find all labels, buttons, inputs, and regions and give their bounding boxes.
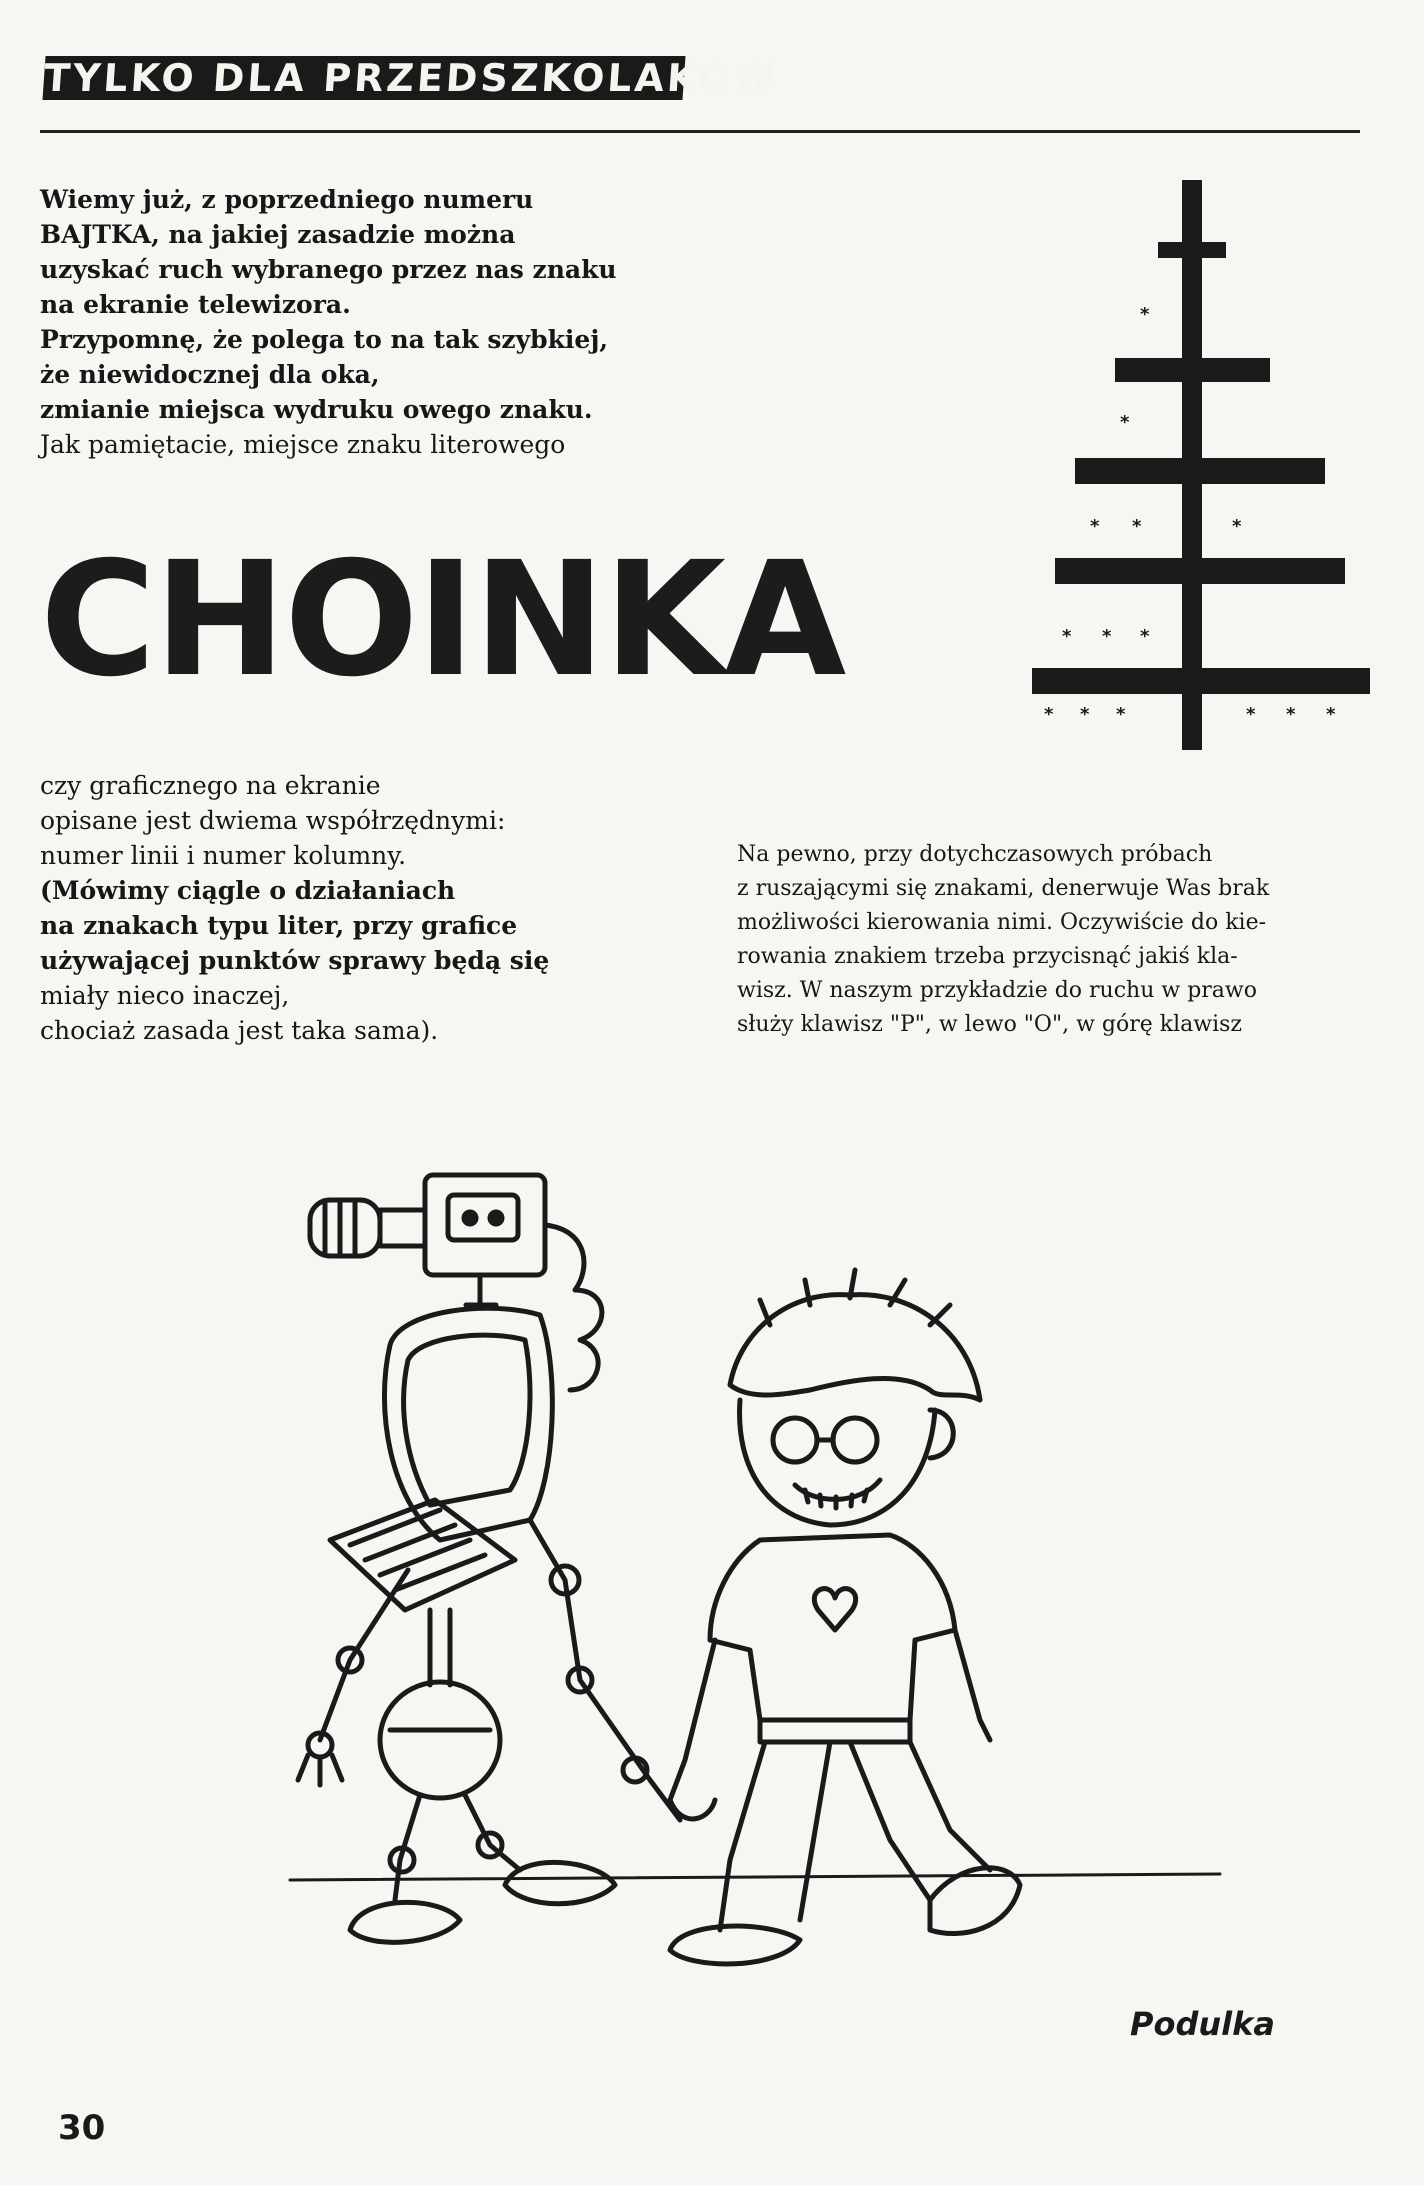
svg-text:*: * <box>1090 516 1100 537</box>
section-title: TYLKO DLA PRZEDSZKOLAKÓW <box>42 56 780 100</box>
heart-icon <box>814 1589 855 1630</box>
child-right-arm <box>955 1630 990 1740</box>
robot-hip <box>380 1682 500 1798</box>
controls-paragraph <box>737 838 1269 1042</box>
child-glasses <box>773 1418 817 1462</box>
artist-signature: Podulka <box>1130 2005 1275 2043</box>
tree-branch <box>1115 358 1270 382</box>
child-right-shoe <box>930 1868 1020 1934</box>
tree-branch <box>1075 458 1325 484</box>
svg-text:*: * <box>1080 704 1090 725</box>
page-number: 30 <box>58 2108 106 2148</box>
header-rule <box>40 130 1360 133</box>
text-line: Przypomnę, że polega to na tak szybkiej, <box>40 325 609 354</box>
coordinates-paragraph <box>40 768 549 1048</box>
text-line: używającej punktów sprawy będą się <box>40 946 550 975</box>
robot-left-foot <box>350 1902 460 1942</box>
robot-left-arm <box>320 1570 408 1740</box>
section-banner <box>42 56 780 100</box>
headline: CHOINKA <box>40 528 845 712</box>
text-line: Wiemy już, z poprzedniego numeru <box>40 185 534 214</box>
text-line: opisane jest dwiema współrzędnymi: <box>40 806 506 835</box>
svg-text:*: * <box>1140 626 1150 647</box>
svg-text:*: * <box>1044 704 1054 725</box>
svg-text:*: * <box>1132 516 1142 537</box>
text-line: Na pewno, przy dotychczasowych próbach <box>737 842 1213 867</box>
svg-text:*: * <box>1286 704 1296 725</box>
svg-text:*: * <box>1246 704 1256 725</box>
svg-text:*: * <box>1140 304 1150 325</box>
child-left-arm <box>670 1640 715 1819</box>
svg-text:*: * <box>1116 704 1126 725</box>
text-line: możliwości kierowania nimi. Oczywiście do kie- <box>737 910 1267 935</box>
text-line: miały nieco inaczej, <box>40 981 290 1010</box>
intro-paragraph <box>40 182 617 462</box>
robot-right-arm <box>530 1520 680 1820</box>
robot-cable <box>545 1225 602 1390</box>
text-line: Jak pamiętacie, miejsce znaku literowego <box>40 430 566 459</box>
christmas-tree-graphic <box>1020 180 1370 760</box>
text-line: na ekranie telewizora. <box>40 290 351 319</box>
text-line: wisz. W naszym przykładzie do ruchu w prawo <box>737 978 1257 1003</box>
text-line: (Mówimy ciągle o działaniach <box>40 876 456 905</box>
text-line: chociaż zasada jest taka sama). <box>40 1016 439 1045</box>
svg-text:*: * <box>1062 626 1072 647</box>
child <box>670 1270 1020 1964</box>
child-left-leg <box>720 1742 765 1930</box>
text-line: uzyskać ruch wybranego przez nas znaku <box>40 255 617 284</box>
text-line: rowania znakiem trzeba przycisnąć jakiś kla- <box>737 944 1238 969</box>
text-line: że niewidocznej dla oka, <box>40 360 380 389</box>
child-left-shoe <box>670 1926 800 1964</box>
text-line: numer linii i numer kolumny. <box>40 841 407 870</box>
svg-text:*: * <box>1120 412 1130 433</box>
robot-right-foot <box>505 1862 615 1903</box>
robot-head <box>425 1175 545 1275</box>
tree-branch <box>1032 668 1370 694</box>
robot-and-child-illustration <box>290 1140 1250 2100</box>
text-line: BAJTKA, na jakiej zasadzie można <box>40 220 516 249</box>
svg-text:*: * <box>1232 516 1242 537</box>
robot-camera-lens <box>310 1200 380 1256</box>
text-line: na znakach typu liter, przy grafice <box>40 911 518 940</box>
robot <box>298 1175 680 1942</box>
tree-branch <box>1055 558 1345 584</box>
text-line: czy graficznego na ekranie <box>40 771 381 800</box>
svg-text:*: * <box>1326 704 1336 725</box>
tree-top-bar <box>1158 242 1226 258</box>
svg-text:*: * <box>1102 626 1112 647</box>
ground-line <box>290 1874 1220 1880</box>
text-line: zmianie miejsca wydruku owego znaku. <box>40 395 593 424</box>
text-line: z ruszającymi się znakami, denerwuje Was brak <box>737 876 1270 901</box>
text-line: służy klawisz "P", w lewo "O", w górę klawisz <box>737 1012 1242 1037</box>
